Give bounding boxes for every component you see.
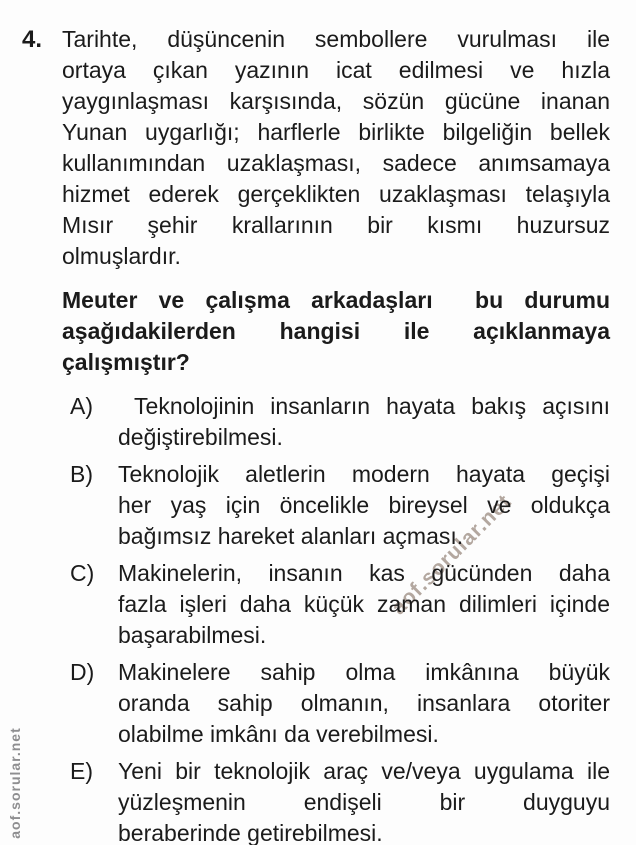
option-row-E — [62, 756, 610, 845]
text-line: her yaş için öncelikle bireysel ve oldukça — [118, 492, 610, 518]
text-line: Mısır şehir krallarının bir kısmı huzursuz — [62, 212, 610, 238]
text-line: yaygınlaşması karşısında, sözün gücüne inanan — [62, 88, 610, 114]
text-line: beraberinde getirebilmesi. — [118, 820, 383, 845]
option-letter: B) — [70, 461, 93, 487]
text-line: değiştirebilmesi. — [118, 424, 283, 450]
text-line: aşağıdakilerden hangisi ile açıklanmaya — [62, 318, 610, 344]
watermark-vertical: aof.sorular.net — [7, 727, 23, 839]
text-line: ortaya çıkan yazının icat edilmesi ve hızla — [62, 57, 610, 83]
option-letter: A) — [70, 393, 93, 419]
text-line: Makinelere sahip olma imkânına büyük — [118, 659, 610, 685]
option-text — [118, 459, 610, 552]
text-line: Teknolojik aletlerin modern hayata geçişi — [118, 461, 610, 487]
text-line: olmuşlardır. — [62, 243, 181, 269]
options-list — [62, 391, 610, 845]
text-line: Yeni bir teknolojik araç ve/veya uygulama ile — [118, 758, 610, 784]
text-line: hizmet ederek gerçeklikten uzaklaşması telaşıyla — [62, 181, 610, 207]
option-row-D — [62, 657, 610, 750]
text-line: çalışmıştır? — [62, 349, 190, 375]
text-line: yüzleşmenin endişeli bir duyguyu — [118, 789, 610, 815]
text-line: olabilme imkânı da verebilmesi. — [118, 721, 439, 747]
text-line: Makinelerin, insanın kas gücünden daha — [118, 560, 610, 586]
option-text — [118, 391, 610, 453]
text-line: kullanımından uzaklaşması, sadece anımsamaya — [62, 150, 610, 176]
text-line: bağımsız hareket alanları açması. — [118, 523, 464, 549]
text-line: başarabilmesi. — [118, 622, 267, 648]
option-letter: C) — [70, 560, 95, 586]
option-text — [118, 657, 610, 750]
text-line: oranda sahip olmanın, insanlara otoriter — [118, 690, 610, 716]
watermark-diagonal: aof.sorular.net — [387, 490, 517, 620]
text-line: Teknolojinin insanların hayata bakış açısını — [118, 393, 610, 419]
option-row-B — [62, 459, 610, 552]
question-body-text — [62, 24, 610, 272]
question-content — [62, 24, 610, 845]
option-row-A — [62, 391, 610, 453]
text-line: fazla işleri daha küçük zaman dilimleri içinde — [118, 591, 610, 617]
option-text — [118, 756, 610, 845]
text-line: Meuter ve çalışma arkadaşları bu durumu — [62, 287, 610, 313]
option-text — [118, 558, 610, 651]
option-row-C — [62, 558, 610, 651]
text-line: Yunan uygarlığı; harflerle birlikte bilgeliğin bellek — [62, 119, 610, 145]
option-letter: D) — [70, 659, 95, 685]
question-number: 4. — [22, 26, 43, 53]
option-letter: E) — [70, 758, 93, 784]
text-line: Tarihte, düşüncenin sembollere vurulması ile — [62, 26, 610, 52]
question-stem-text — [62, 285, 610, 378]
